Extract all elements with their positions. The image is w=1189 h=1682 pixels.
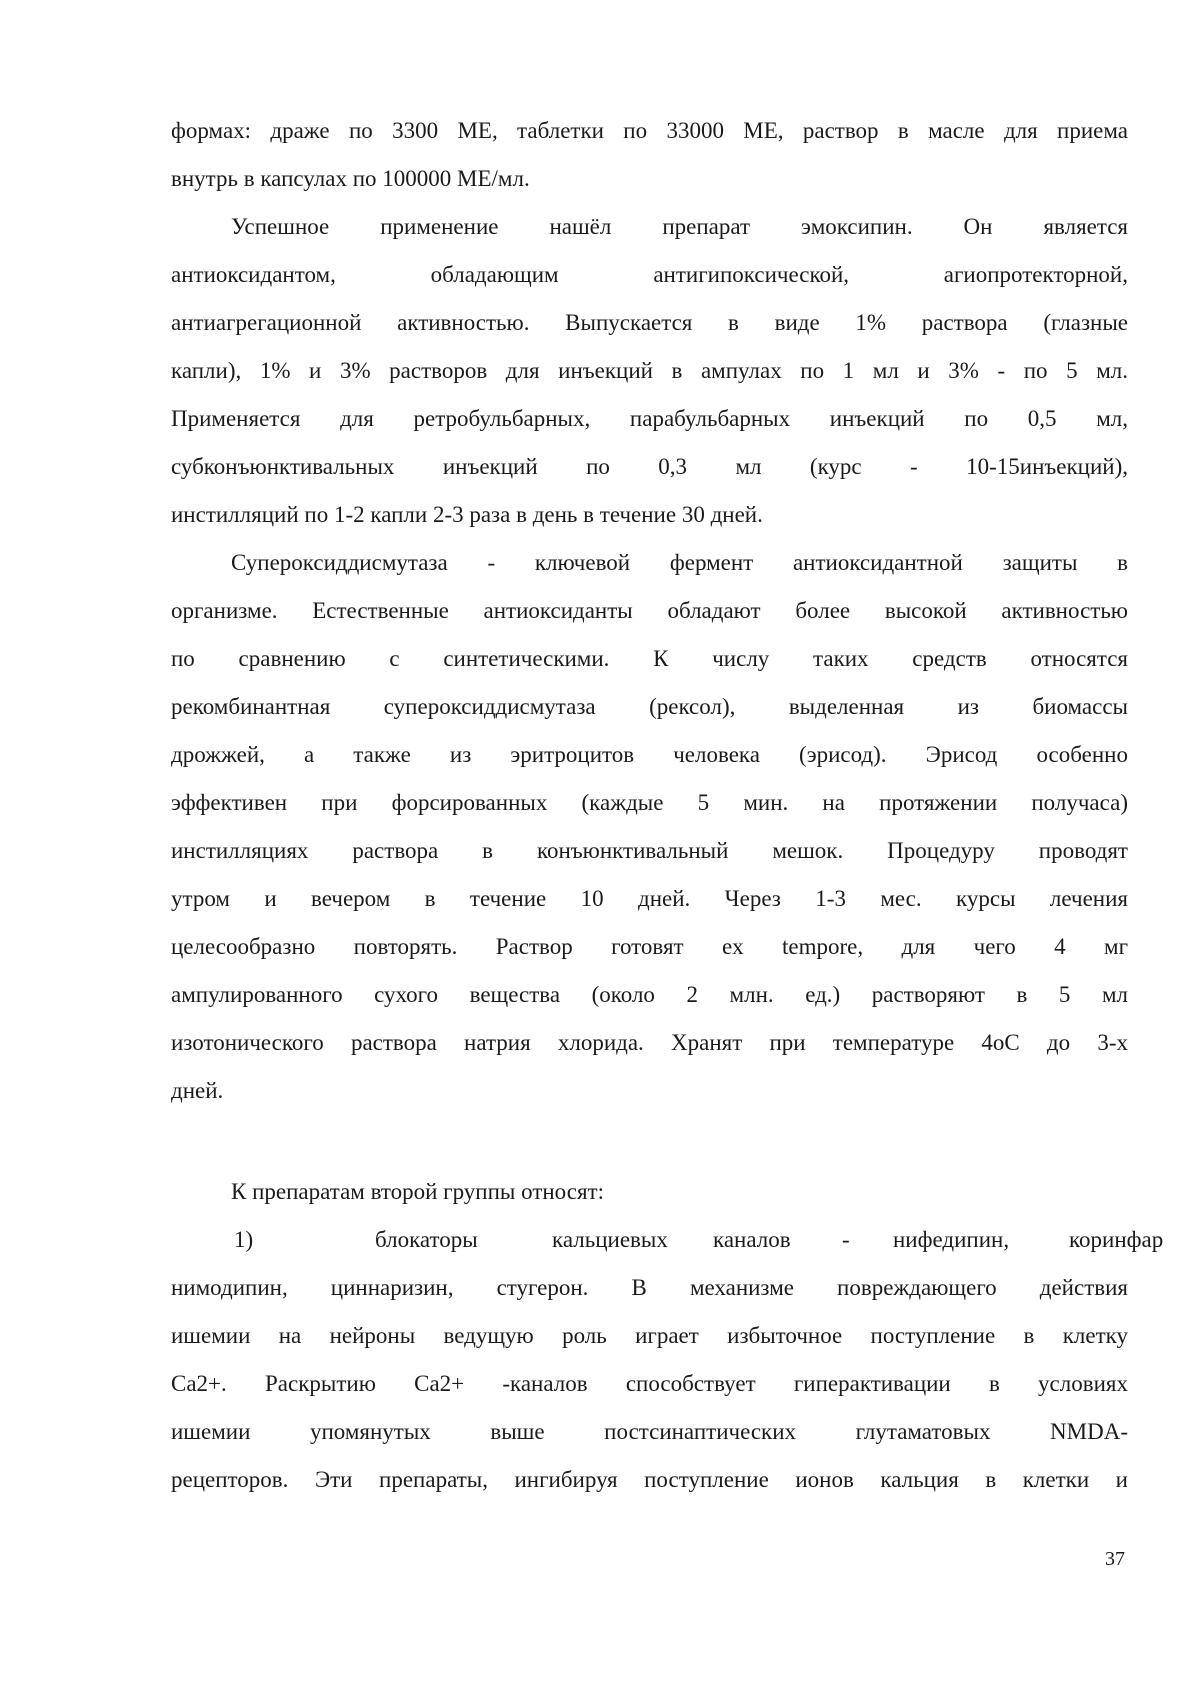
text-line: целесообразно повторять. Раствор готовят ex tempore, для чего 4 мг (171, 934, 1128, 959)
paragraph-calcium-blockers (171, 1264, 1128, 1504)
text-line: дрожжей, а также из эритроцитов человека (эрисод). Эрисод особенно (171, 742, 1128, 767)
text-line: рецепторов. Эти препараты, ингибируя поступление ионов кальция в клетки и (171, 1467, 1128, 1492)
text-line: по сравнению с синтетическими. К числу таких средств относятся (171, 646, 1128, 671)
list-word: кальциевых (552, 1227, 668, 1252)
text-line: Супероксиддисмутаза - ключевой фермент антиоксидантной защиты в (231, 550, 1128, 575)
text-line: изотонического раствора натрия хлорида. Хранят при температуре 4оС до 3-х (171, 1030, 1128, 1055)
paragraph-superoxide-dismutase (171, 539, 1128, 1115)
text-line: антиагрегационной активностью. Выпускается в виде 1% раствора (глазные (171, 310, 1128, 335)
text-line: инстилляциях раствора в конъюнктивальный мешок. Процедуру проводят (171, 838, 1128, 863)
list-word: нифедипин, (893, 1227, 1010, 1252)
text-line: рекомбинантная супероксиддисмутаза (рексол), выделенная из биомассы (171, 694, 1128, 719)
text-line: организме. Естественные антиоксиданты обладают более высокой активностью (171, 598, 1128, 623)
page-number: 37 (1105, 1548, 1125, 1570)
text-line: эффективен при форсированных (каждые 5 мин. на протяжении получаса) (171, 790, 1128, 815)
list-word: коринфар (1069, 1227, 1164, 1252)
text-line: нимодипин, циннаризин, стугерон. В механизме повреждающего действия (171, 1275, 1128, 1300)
text-line: ишемии упомянутых выше постсинаптических глутаматовых NMDA- (171, 1419, 1128, 1444)
list-word: каналов (713, 1227, 791, 1252)
text-line: антиоксидантом, обладающим антигипоксической, агиопротекторной, (171, 262, 1128, 287)
list-item-1 (0, 1216, 1189, 1264)
paragraph-emoxipin (171, 203, 1128, 539)
text-line: К препаратам второй группы относят: (231, 1179, 604, 1204)
text-line: ишемии на нейроны ведущую роль играет избыточное поступление в клетку (171, 1323, 1128, 1348)
text-line: ампулированного сухого вещества (около 2 млн. ед.) растворяют в 5 мл (171, 982, 1128, 1007)
text-line: капли), 1% и 3% растворов для инъекций в ампулах по 1 мл и 3% - по 5 мл. (171, 358, 1128, 383)
section-heading (171, 1168, 1128, 1216)
text-line: субконъюнктивальных инъекций по 0,3 мл (курс - 10-15инъекций), (171, 454, 1128, 479)
text-line: Успешное применение нашёл препарат эмоксипин. Он является (231, 214, 1128, 239)
text-line: дней. (171, 1078, 224, 1103)
text-line: формах: драже по 3300 МЕ, таблетки по 33000 МЕ, раствор в масле для приема (171, 118, 1128, 143)
list-number: 1) (234, 1227, 254, 1252)
paragraph-continuation (171, 107, 1128, 203)
text-line: Са2+. Раскрытию Са2+ -каналов способствует гиперактивации в условиях (171, 1371, 1128, 1396)
text-line: инстилляций по 1-2 капли 2-3 раза в день в течение 30 дней. (171, 502, 763, 527)
list-word: блокаторы (375, 1227, 478, 1252)
text-line: Применяется для ретробульбарных, парабульбарных инъекций по 0,5 мл, (171, 406, 1128, 431)
text-line: внутрь в капсулах по 100000 МЕ/мл. (171, 166, 530, 191)
text-line: утром и вечером в течение 10 дней. Через 1-3 мес. курсы лечения (171, 886, 1128, 911)
list-word: - (842, 1227, 850, 1252)
